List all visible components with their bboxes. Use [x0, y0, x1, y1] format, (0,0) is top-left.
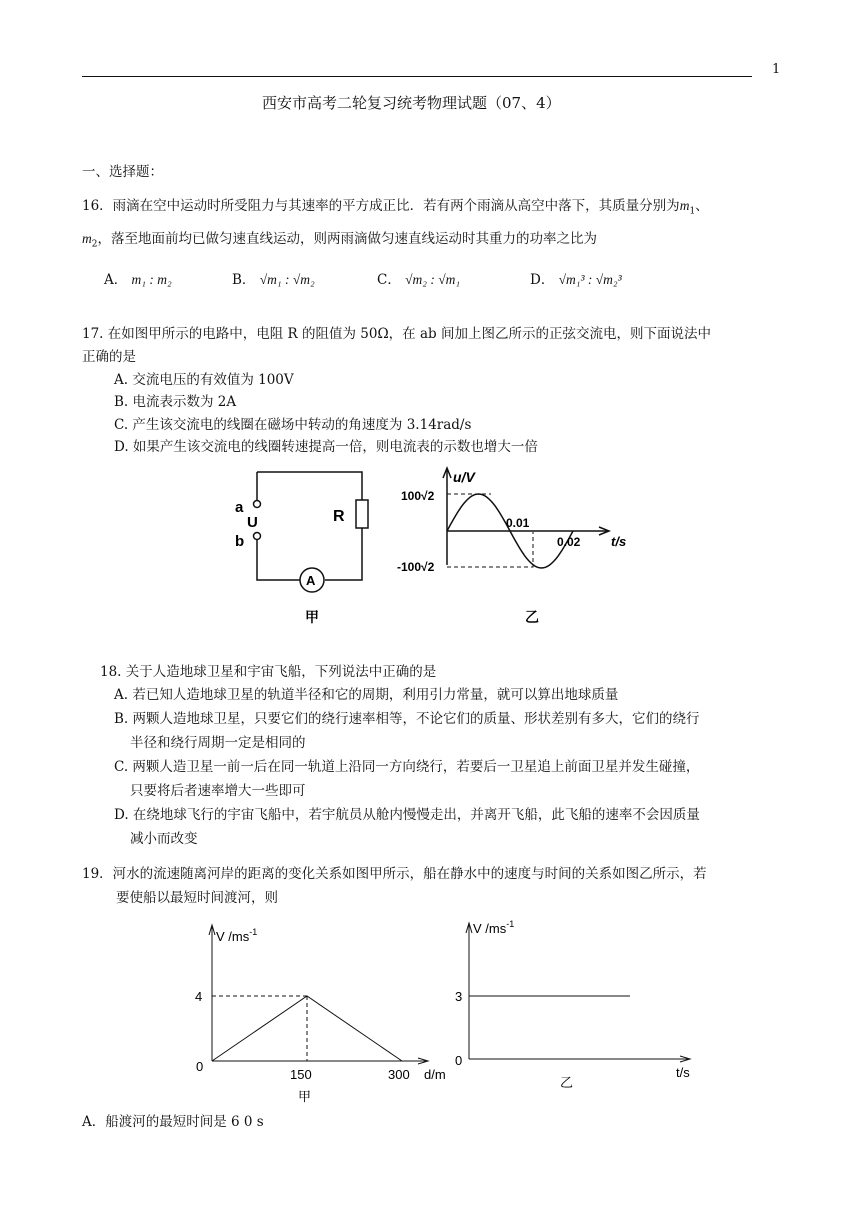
circuit-wire-right	[325, 528, 362, 580]
q16-option-a-label: A．	[104, 272, 128, 288]
q18-option-a[interactable]: A. 若已知人造地球卫星的轨道半径和它的周期，利用引力常量，就可以算出地球质量	[114, 687, 619, 703]
q16-sub2: 2	[91, 239, 98, 250]
q16-option-a-text: m₁ : m₂	[131, 272, 172, 287]
origin-label: 0	[196, 1059, 204, 1074]
t-axis-label: t/s	[676, 1065, 690, 1080]
label-r: R	[333, 508, 345, 525]
origin-label: 0	[455, 1053, 463, 1068]
q18-option-c[interactable]: C. 两颗人造卫星一前一后在同一轨道上沿同一方向绕行，若要后一卫星追上前面卫星并发生碰撞，	[114, 759, 700, 775]
q18-option-d[interactable]: D. 在绕地球飞行的宇宙飞船中，若宇航员从舱内慢慢走出，并离开飞船，此飞船的速率不会因质量	[114, 807, 700, 823]
q16-m1: m	[679, 198, 690, 213]
q16-option-d-label: D．	[530, 272, 555, 288]
q16-sub1: 1	[689, 206, 696, 217]
label-a: a	[235, 499, 244, 516]
circuit-wire-top	[257, 472, 362, 500]
terminal-a	[254, 501, 261, 508]
q16-option-c-text: √m₂ : √m₁	[405, 272, 461, 287]
q17-sine-graph	[395, 460, 655, 630]
label-u: U	[247, 514, 258, 531]
q17-option-d[interactable]: D. 如果产生该交流电的线圈转速提高一倍，则电流表的示数也增大一倍	[114, 439, 538, 455]
header-rule	[82, 76, 752, 77]
caption-yi-19: 乙	[560, 1075, 574, 1090]
q16-m2: m	[82, 231, 92, 246]
u-axis-label: u/V	[453, 469, 475, 485]
caption-yi: 乙	[525, 609, 539, 625]
page-title: 西安市高考二轮复习统考物理试题（07、4）	[262, 94, 561, 112]
q18-option-b[interactable]: B. 两颗人造地球卫星，只要它们的绕行速率相等，不论它们的质量、形状差别有多大，它们的绕行	[114, 711, 700, 727]
d150-label: 150	[290, 1067, 312, 1082]
resistor-symbol	[356, 500, 368, 528]
q16-stem-line2	[82, 227, 597, 250]
q18-stem: 18. 关于人造地球卫星和宇宙飞船，下列说法中正确的是	[100, 664, 437, 680]
umin-label: -100√2	[397, 560, 435, 574]
terminal-b	[254, 533, 261, 540]
q16-option-b-label: B．	[232, 272, 256, 288]
umax-label: 100√2	[401, 489, 435, 503]
q16-option-d[interactable]	[530, 268, 622, 288]
q16-option-b[interactable]	[232, 268, 315, 288]
d300-label: 300	[388, 1067, 410, 1082]
q16-option-c[interactable]	[377, 268, 460, 288]
q18-option-d-cont: 减小而改变	[130, 831, 198, 847]
q19-option-a[interactable]: A．船渡河的最短时间是 6 0 s	[82, 1114, 264, 1130]
section-heading: 一、选择题：	[82, 164, 163, 180]
label-b: b	[235, 533, 245, 550]
q16-stem-line1	[82, 194, 709, 217]
t-axis-label: t/s	[611, 534, 627, 549]
q17-option-c[interactable]: C. 产生该交流电的线圈在磁场中转动的角速度为 3.14rad/s	[114, 417, 472, 433]
circuit-wire-bottom	[257, 540, 300, 580]
q16-sep: 、	[695, 198, 709, 214]
q19-stem-line1: 19．河水的流速随离河岸的距离的变化关系如图甲所示，船在静水中的速度与时间的关系如图乙所示，若	[82, 866, 707, 882]
q18-option-c-cont: 只要将后者速率增大一些即可	[130, 783, 306, 799]
q16-text: 16．雨滴在空中运动时所受阻力与其速率的平方成正比．若有两个雨滴从高空中落下，其质量分别为	[82, 198, 680, 214]
q18-option-b-cont: 半径和绕行周期一定是相同的	[130, 735, 306, 751]
d-axis-label: d/m	[424, 1067, 446, 1082]
caption-jia-19: 甲	[298, 1089, 312, 1104]
t002-label: 0.02	[557, 535, 581, 549]
q16-option-c-label: C．	[377, 272, 401, 288]
page-number: 1	[772, 62, 781, 77]
q17-option-a[interactable]: A. 交流电压的有效值为 100V	[114, 372, 294, 388]
q16-option-b-text: √m₁ : √m₂	[259, 272, 315, 287]
caption-jia: 甲	[305, 609, 319, 625]
q17-stem-line2: 正确的是	[82, 349, 136, 365]
q19-river-speed-graph	[190, 915, 463, 1110]
v-axis-label: V $/ms^{-1}$	[216, 927, 258, 944]
v-axis-label: V $/ms^{-1}$	[473, 919, 515, 936]
q16-text2: ，落至地面前均已做匀速直线运动，则两雨滴做匀速直线运动时其重力的功率之比为	[97, 231, 597, 247]
q19-stem-line2: 要使船以最短时间渡河，则	[116, 890, 278, 906]
q19-boat-speed-graph	[450, 915, 710, 1095]
q17-circuit-diagram	[225, 460, 385, 630]
v3-label: 3	[455, 989, 463, 1004]
t001-label: 0.01	[506, 516, 530, 530]
q16-option-d-text: √m₁³ : √m₂³	[558, 272, 622, 287]
q17-stem-line1: 17. 在如图甲所示的电路中，电阻 R 的阻值为 50Ω，在 ab 间加上图乙所示的正弦交流电，则下面说法中	[82, 326, 711, 342]
v4-label: 4	[195, 989, 203, 1004]
q16-option-a[interactable]	[104, 268, 172, 288]
q17-option-b[interactable]: B. 电流表示数为 2A	[114, 394, 237, 410]
label-ammeter: A	[306, 573, 316, 588]
